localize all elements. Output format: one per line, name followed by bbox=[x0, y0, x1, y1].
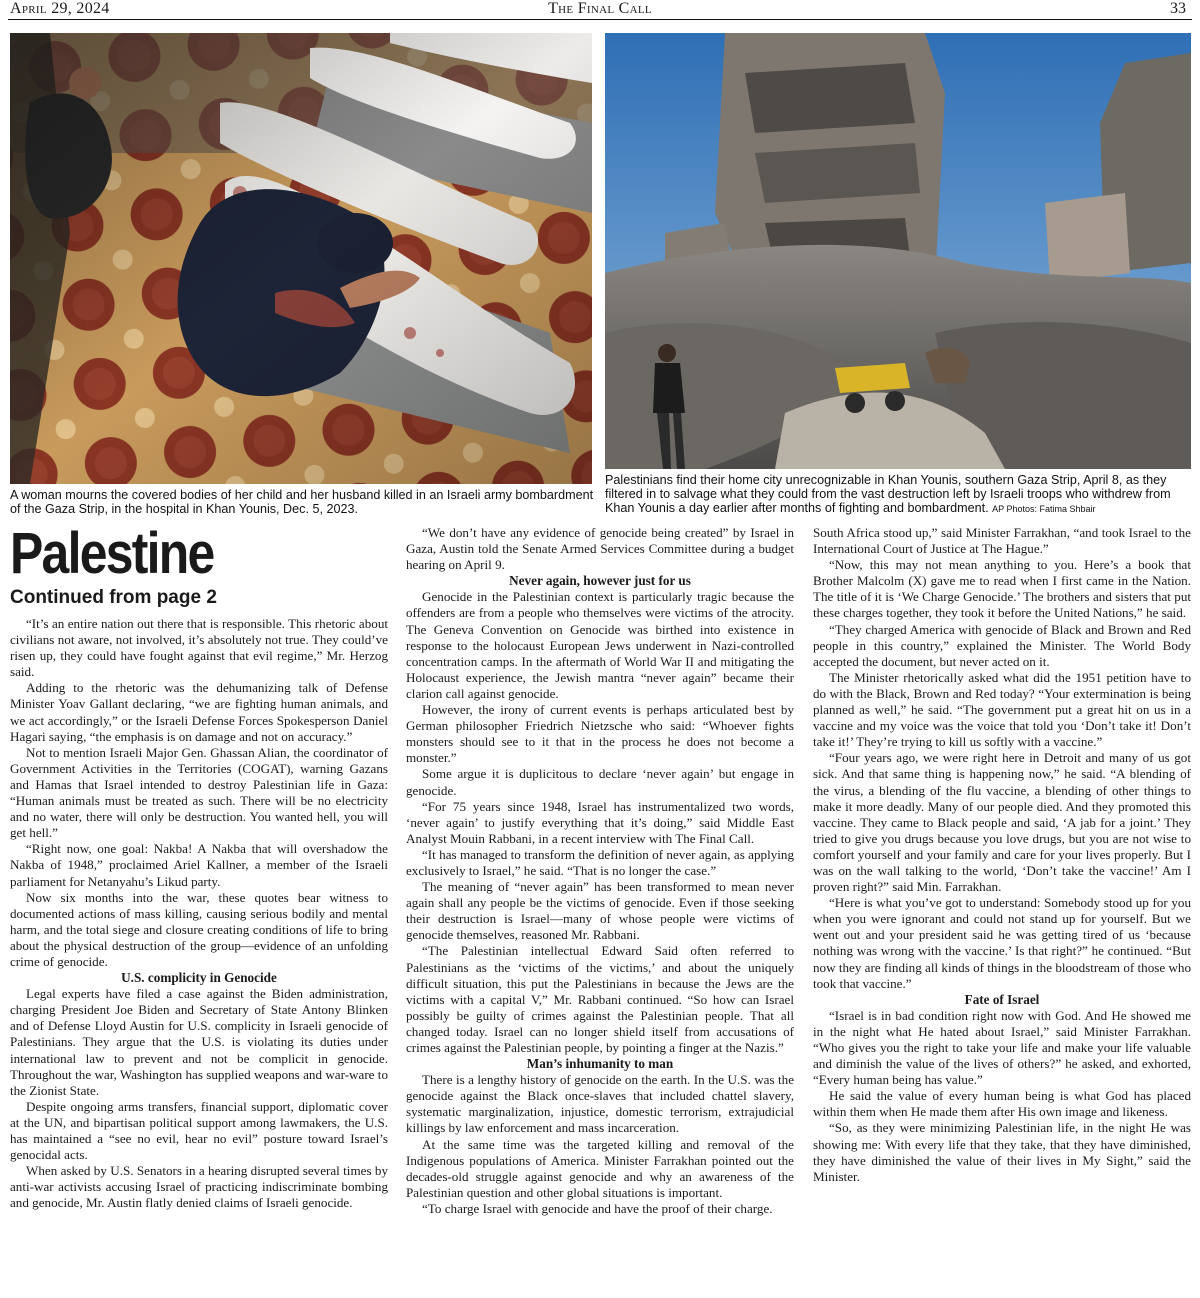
paragraph: However, the irony of current events is perhaps articulated best by German philosopher Friedrich Nietzsche who said: “Whoever fights monsters should see to it that in the process he does not become a monster.” bbox=[406, 702, 794, 766]
paragraph: “Here is what you’ve got to understand: Somebody stood up for you when you were ignorant and could not stand up for yourself. But we went out and your president said he was getting tired of us ‘because nothing was wrong with the vaccine.’ Is that right?” he continued. “But now they are finding all kinds of things in the bloodstream of those who took that vaccine.” bbox=[813, 895, 1191, 991]
paragraph: There is a lengthy history of genocide on the earth. In the U.S. was the genocide against the Black once-slaves that included chattel slavery, systematic marginalization, injustice, domestic terrorism, extrajudicial killings by law enforcement and mass incarceration. bbox=[406, 1072, 794, 1136]
paragraph: “Now, this may not mean anything to you. Here’s a book that Brother Malcolm (X) gave me to read when I first came in the Nation. The title of it is ‘We Charge Genocide.’ The brothers and sisters that put these charges together, they took it before the United Nations,” he said. bbox=[813, 557, 1191, 621]
issue-date: April 29, 2024 bbox=[10, 0, 110, 17]
paragraph: The meaning of “never again” has been transformed to mean never again shall any people be the victims of genocide. Even if those seeking their destruction is Israel—many of whose people were victims of genocide themselves, reasoned Mr. Rabbani. bbox=[406, 879, 794, 943]
paragraph: Legal experts have filed a case against the Biden administration, charging President Joe Biden and Secretary of State Antony Blinken and of Defense Lloyd Austin for U.S. complicity in Israeli genocide of Palestinians. They argue that the U.S. is violating its duties under international law to prevent and not be complicit in genocide. Throughout the war, Washington has supplied weapons and war-ware to the Zionist State. bbox=[10, 986, 388, 1098]
article-column-2 bbox=[406, 525, 794, 1217]
subheading: Fate of Israel bbox=[964, 991, 1040, 1007]
continued-from-label: Continued from page 2 bbox=[10, 587, 217, 608]
subheading: U.S. complicity in Genocide bbox=[121, 970, 277, 986]
photo-caption-right bbox=[605, 473, 1193, 516]
paragraph: Adding to the rhetoric was the dehumanizing talk of Defense Minister Yoav Gallant declaring, “we are fighting human animals, and we act accordingly,” or the Israeli Defense Forces Spokesperson Daniel Hagari saying, “the emphasis is on damage and not on accuracy.” bbox=[10, 680, 388, 744]
subheading: Never again, however just for us bbox=[509, 573, 691, 589]
photo-caption-left: A woman mourns the covered bodies of her child and her husband killed in an Israeli army bombardment of the Gaza Strip, in the hospital in Khan Younis, Dec. 5, 2023. bbox=[10, 488, 594, 516]
paragraph: Some argue it is duplicitous to declare ‘never again’ but engage in genocide. bbox=[406, 766, 794, 798]
article-column-1 bbox=[10, 521, 388, 1211]
photo-destroyed-city bbox=[605, 33, 1191, 469]
paragraph: Despite ongoing arms transfers, financial support, diplomatic cover at the UN, and bipartisan political support among lawmakers, the U.S. has maintained a “see no evil, hear no evil” posture toward Israel’s genocidal acts. bbox=[10, 1098, 388, 1163]
paragraph: “For 75 years since 1948, Israel has instrumentalized two words, ‘never again’ to justify everything that it’s doing,” said Middle East Analyst Mouin Rabbani, in a recent interview with The Final Call. bbox=[406, 798, 794, 846]
subheading: Man’s inhumanity to man bbox=[526, 1056, 674, 1072]
paragraph: “Israel is in bad condition right now with God. And He showed me in the night what He hated about Israel,” said Minister Farrakhan. “Who gives you the right to take your life and make your life valuable and diminish the value of the lives of others?” he asked, and exhorted, “Every human being has value.” bbox=[813, 1007, 1191, 1088]
paragraph: “Right now, one goal: Nakba! A Nakba that will overshadow the Nakba of 1948,” proclaimed Ariel Kallner, a member of the Israeli parliament for Netanyahu’s Likud party. bbox=[10, 841, 388, 889]
article-headline: Palestine bbox=[10, 521, 214, 586]
photo-mourning-graphic bbox=[10, 33, 592, 484]
paragraph: “They charged America with genocide of Black and Brown and Red people in this country,” explained the Minister. The World Body accepted the document, but never acted on it. bbox=[813, 621, 1191, 669]
paragraph: “To charge Israel with genocide and have the proof of their charge. bbox=[422, 1200, 773, 1216]
page-number: 33 bbox=[1170, 0, 1186, 17]
paragraph: “The Palestinian intellectual Edward Said often referred to Palestinians as the ‘victims of the victims,’ and about the uniquely difficult situation, this put the Palestinians in because the Jews are the victims with a capital V,” Mr. Rabbani continued. “So how can Israel possibly be guilty of crimes against the Palestinian people. That all changed today. Israel can no longer shield itself from accusations of crimes against the Palestinian people, by pointing a finger at the Nazis.” bbox=[406, 943, 794, 1055]
photo-mourning-woman bbox=[10, 33, 592, 484]
page-header bbox=[8, 0, 1192, 20]
paragraph: “It’s an entire nation out there that is responsible. This rhetoric about civilians not aware, not involved, it’s absolutely not true. They could’ve risen up, they could have fought against that evil regime,” Mr. Herzog said. bbox=[10, 616, 388, 680]
photo-credit: AP Photos: Fatima Shbair bbox=[992, 504, 1096, 514]
paragraph: The Minister rhetorically asked what did the 1951 petition have to do with the Black, Brown and Red today? “Your extermination is being planned as well,” he said. “The government put a great hit on us in a vaccine and my voice was the voice that told you ‘Don’t take it! Don’t take it!’ They’re trying to kill us softly with a vaccine.” bbox=[813, 669, 1191, 750]
paragraph: At the same time was the targeted killing and removal of the Indigenous populations of America. Minister Farrakhan pointed out the decades-old struggle against genocide and why an awareness of the Palestinian question and other global situations is important. bbox=[406, 1136, 794, 1200]
paragraph: Not to mention Israeli Major Gen. Ghassan Alian, the coordinator of Government Activities in the Territories (COGAT), warning Gazans and Hamas that Israel intended to destroy Palestinian life in Gaza: “Human animals must be treated as such. There will be no electricity and no water, there will only be destruction. You wanted hell, you will get hell.” bbox=[10, 744, 388, 841]
newspaper-name: The Final Call bbox=[548, 0, 652, 17]
paragraph: He said the value of every human being is what God has placed within them when He made them after His own image and likeness. bbox=[813, 1088, 1191, 1120]
paragraph: Now six months into the war, these quotes bear witness to documented actions of mass killing, causing serious bodily and mental harm, and the total siege and closure creating conditions of life to bring about the physical destruction of the group—evidence of an unfolding crime of genocide. bbox=[10, 889, 388, 969]
photo-destroyed-city-graphic bbox=[605, 33, 1191, 469]
article-column-3 bbox=[813, 525, 1191, 1185]
paragraph: “Four years ago, we were right here in Detroit and many of us got sick. And that same thing is happening now,” he said. “A blending of the virus, a blending of the flu vaccine, a blending of other things to make it more deadly. Many of our people died. And they promoted this vaccine. They came to Black people and said, ‘A jab for a joint.’ They tried to give you drugs because you love drugs, but you are not wise to comfort yourself and your family and care for your lives properly. But I was on the wall talking to the world, ‘Don’t take the vaccine!’ Am I proven right?” said Min. Farrakhan. bbox=[813, 750, 1191, 895]
photo-caption-right-text: Palestinians find their home city unrecognizable in Khan Younis, southern Gaza Strip, April 8, as they filtered in to salvage what they could from the vast destruction left by Israeli troops who withdrew from Khan Younis a day earlier after months of fighting and bombardment. bbox=[605, 473, 1171, 515]
paragraph: “It has managed to transform the definition of never again, as applying exclusively to Israel,” he said. “That is no longer the case.” bbox=[406, 846, 794, 878]
paragraph: South Africa stood up,” said Minister Farrakhan, “and took Israel to the International Court of Justice at The Hague.” bbox=[813, 525, 1191, 557]
paragraph: Genocide in the Palestinian context is particularly tragic because the offenders are from a people who themselves were victims of the atrocity. The Geneva Convention on Genocide was birthed into existence in response to the holocaust European Jews underwent in Nazi-controlled concentration camps. In the aftermath of World War II and mitigating the Holocaust experience, the Jewish mantra “never again” became their clarion call against genocide. bbox=[406, 589, 794, 701]
paragraph: “So, as they were minimizing Palestinian life, in the night He was showing me: With every life that they take, that they have diminished, they have diminished the value of their lives in My Sight,” said the Minister. bbox=[813, 1120, 1191, 1184]
paragraph: “We don’t have any evidence of genocide being created” by Israel in Gaza, Austin told the Senate Armed Services Committee during a budget hearing on April 9. bbox=[406, 525, 794, 573]
paragraph: When asked by U.S. Senators in a hearing disrupted several times by anti-war activists accusing Israel of practicing indiscriminate bombing and genocide, Mr. Austin flatly denied claims of Israeli genocide. bbox=[10, 1163, 388, 1211]
